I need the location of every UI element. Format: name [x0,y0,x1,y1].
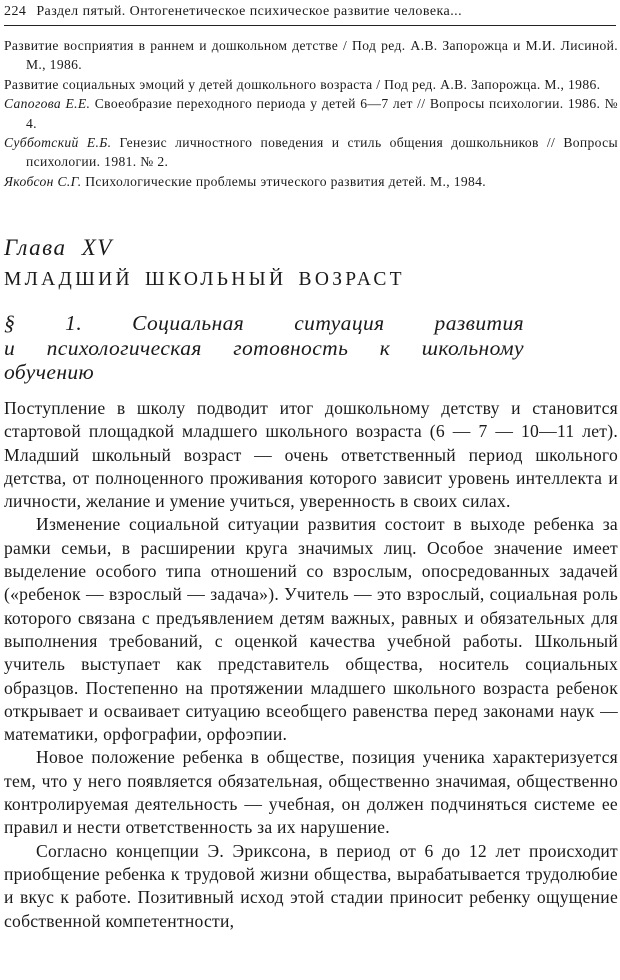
paragraph: Поступление в школу подводит итог дошкольному детству и становится стартовой площадкой младшего школьного возраста (6 — 7 — 10—11 лет). Младший школьный возраст — очень ответственный период школьного детства, от полноценного проживания которого зависит уровень интеллекта и личности, желание и умение учиться, уверенность в своих силах. [4,398,618,512]
header-rule [4,25,616,26]
bibliography-list [4,36,618,191]
chapter-title: МЛАДШИЙ ШКОЛЬНЫЙ ВОЗРАСТ [4,269,405,290]
running-title: Раздел пятый. Онтогенетическое психическое развитие человека... [36,4,463,19]
bibliography-entry [4,75,618,94]
bib-text: Психологические проблемы этического развития детей. М., 1984. [81,173,487,189]
section-heading-line: § 1. Социальная ситуация развития [4,311,524,335]
bib-text: Развитие восприятия в раннем и дошкольном детстве / Под ред. А.В. Запорожца и М.И. Лисиной. М., 1986. [4,38,618,73]
section-heading-line: обучению [4,360,95,384]
bib-author: Субботский Е.Б. [4,135,112,151]
page-number: 224 [4,4,27,19]
bib-author: Сапогова Е.Е. [4,96,91,112]
paragraph: Изменение социальной ситуации развития состоит в выходе ребенка за рамки семьи, в расширении круга значимых лиц. Особое значение имеет выделение особого типа отношений со взрослым, опосредованных задачей («ребенок — взрослый — задача»). Учитель — это взрослый, социальная роль которого связана с предъявлением детям важных, равных и обязательных для выполнения требований, с оценкой качества учебной работы. Школьный учитель выступает как представитель общества, носитель социальных образцов. Постепенно на протяжении младшего школьного возраста ребенок открывает и осваивает ситуацию всеобщего равенства перед законами наук — математики, орфографии, орфоэпии. [4,514,618,745]
section-heading-line: и психологическая готовность к школьному [4,335,524,360]
bibliography-entry [4,172,618,191]
bibliography-entry [4,94,618,133]
section-heading [4,311,524,385]
bibliography-entry [4,133,618,172]
bibliography-entry [4,36,618,75]
chapter-label: Глава XV [4,235,113,260]
paragraph: Согласно концепции Э. Эриксона, в период от 6 до 12 лет происходит приобщение ребенка к трудовой жизни общества, вырабатывается трудолюбие и вкус к работе. Позитивный исход этой стадии приносит ребенку ощущение собственной компетентности, [4,840,618,931]
bib-text: Своеобразие переходного периода у детей 6—7 лет // Вопросы психологии. 1986. № 4. [26,96,618,131]
bib-text: Развитие социальных эмоций у детей дошкольного возраста / Под ред. А.В. Запорожца. М., 1986. [4,76,601,92]
paragraph: Новое положение ребенка в обществе, позиция ученика характеризуется тем, что у него появляется обязательная, общественно значимая, общественно контролируемая деятельность — учебная, он должен подчиняться системе ее правил и нести ответственность за их нарушение. [4,747,618,838]
bib-text: Генезис личностного поведения и стиль общения дошкольников // Вопросы психологии. 1981. № 2. [26,135,619,170]
body-text [4,397,618,933]
bib-author: Якобсон С.Г. [4,173,82,189]
running-header [4,3,616,21]
